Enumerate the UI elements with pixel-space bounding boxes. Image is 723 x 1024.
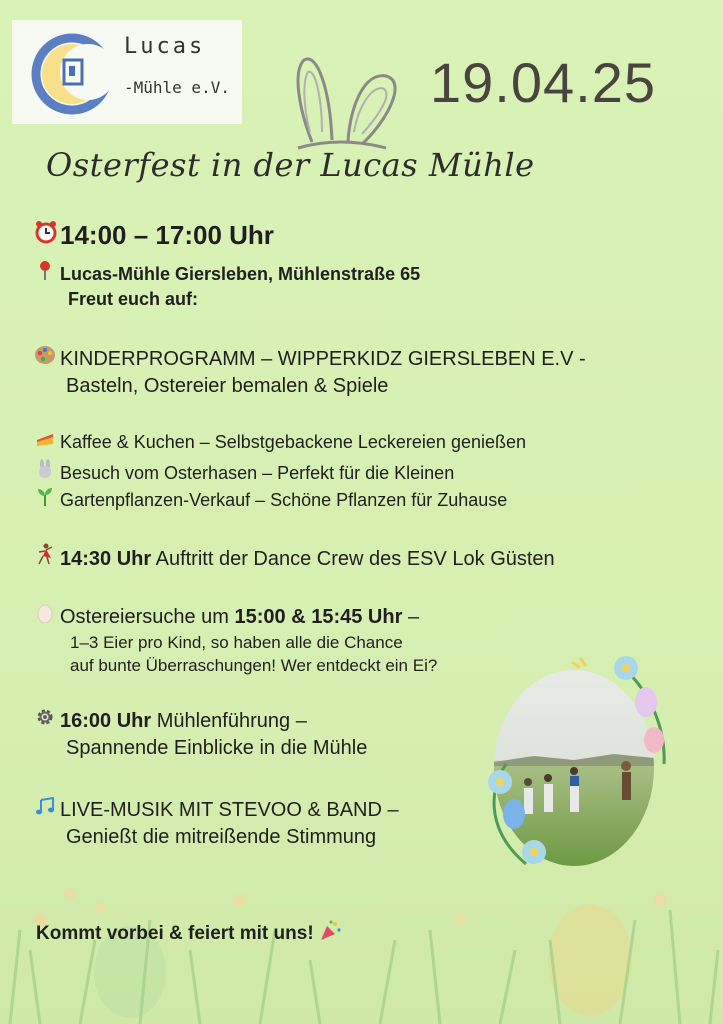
tour-text: Mühlenführung –: [151, 710, 307, 732]
dance-line: [34, 543, 555, 571]
event-date: 19.04.25: [430, 51, 656, 114]
music-detail: Genießt die mitreißende Stimmung: [66, 826, 377, 848]
list-item: [34, 486, 507, 511]
kinderprogramm-title: KINDERPROGRAMM – WIPPERKIDZ GIERSLEBEN E.V -: [60, 348, 586, 370]
logo-name: Lucas: [124, 34, 206, 59]
alarm-clock-icon: [34, 220, 56, 251]
list-item: [34, 432, 526, 453]
logo-subtitle: -Mühle e.V.: [124, 78, 230, 97]
closing-text: Kommt vorbei & feiert mit uns!: [36, 923, 314, 944]
location-text: Lucas-Mühle Giersleben, Mühlenstraße 65: [60, 264, 421, 284]
music-note-icon: [34, 796, 56, 822]
egg-hunt-detail-1: 1–3 Eier pro Kind, so haben alle die Chance: [70, 633, 403, 652]
kinderprogramm-detail: Basteln, Ostereier bemalen & Spiele: [66, 375, 389, 397]
event-photo-frame: [476, 654, 676, 874]
dance-text: Auftritt der Dance Crew des ESV Lok Güsten: [151, 548, 555, 570]
palette-icon: [34, 345, 56, 371]
rabbit-icon: [34, 459, 56, 484]
egg-hunt-post: –: [402, 606, 420, 628]
seedling-icon: [34, 486, 56, 511]
closing-line: [36, 920, 341, 945]
list-item-text: Gartenpflanzen-Verkauf – Schöne Pflanzen für Zuhause: [60, 490, 508, 510]
egg-icon: [34, 603, 56, 629]
egg-hunt-times: 15:00 & 15:45 Uhr: [234, 606, 403, 628]
list-item-text: Besuch vom Osterhasen – Perfekt für die Kleinen: [60, 463, 455, 483]
list-item: [34, 459, 454, 484]
dance-time: 14:30 Uhr: [60, 548, 152, 570]
list-item-text: Kaffee & Kuchen – Selbstgebackene Leckereien genießen: [60, 432, 527, 452]
egg-hunt-line: [34, 603, 419, 629]
dancer-icon: [34, 543, 56, 571]
intro-text: Freut euch auf:: [68, 289, 199, 309]
egg-hunt-pre: Ostereiersuche um: [60, 606, 235, 628]
time-line: [34, 220, 274, 251]
time-text: 14:00 – 17:00 Uhr: [60, 220, 274, 250]
kinderprogramm-line: [34, 345, 586, 371]
tour-detail: Spannende Einblicke in die Mühle: [66, 737, 368, 759]
moon-logo-icon: [30, 30, 114, 118]
party-popper-icon: [319, 923, 341, 944]
headline: Osterfest in der Lucas Mühle: [46, 146, 535, 184]
tour-time: 16:00 Uhr: [60, 710, 152, 732]
cake-icon: [34, 432, 56, 453]
pin-icon: [34, 260, 56, 285]
logo: [12, 20, 242, 124]
location-line: [34, 260, 420, 285]
egg-hunt-detail-2: auf bunte Überraschungen! Wer entdeckt ein Ei?: [70, 656, 438, 675]
gear-icon: [34, 707, 56, 733]
bunny-ears-icon: [290, 52, 410, 152]
tour-line: [34, 707, 307, 733]
music-line: [34, 796, 399, 822]
music-title: LIVE-MUSIK MIT STEVOO & BAND –: [60, 799, 399, 821]
flower-wreath-icon: [476, 654, 676, 874]
